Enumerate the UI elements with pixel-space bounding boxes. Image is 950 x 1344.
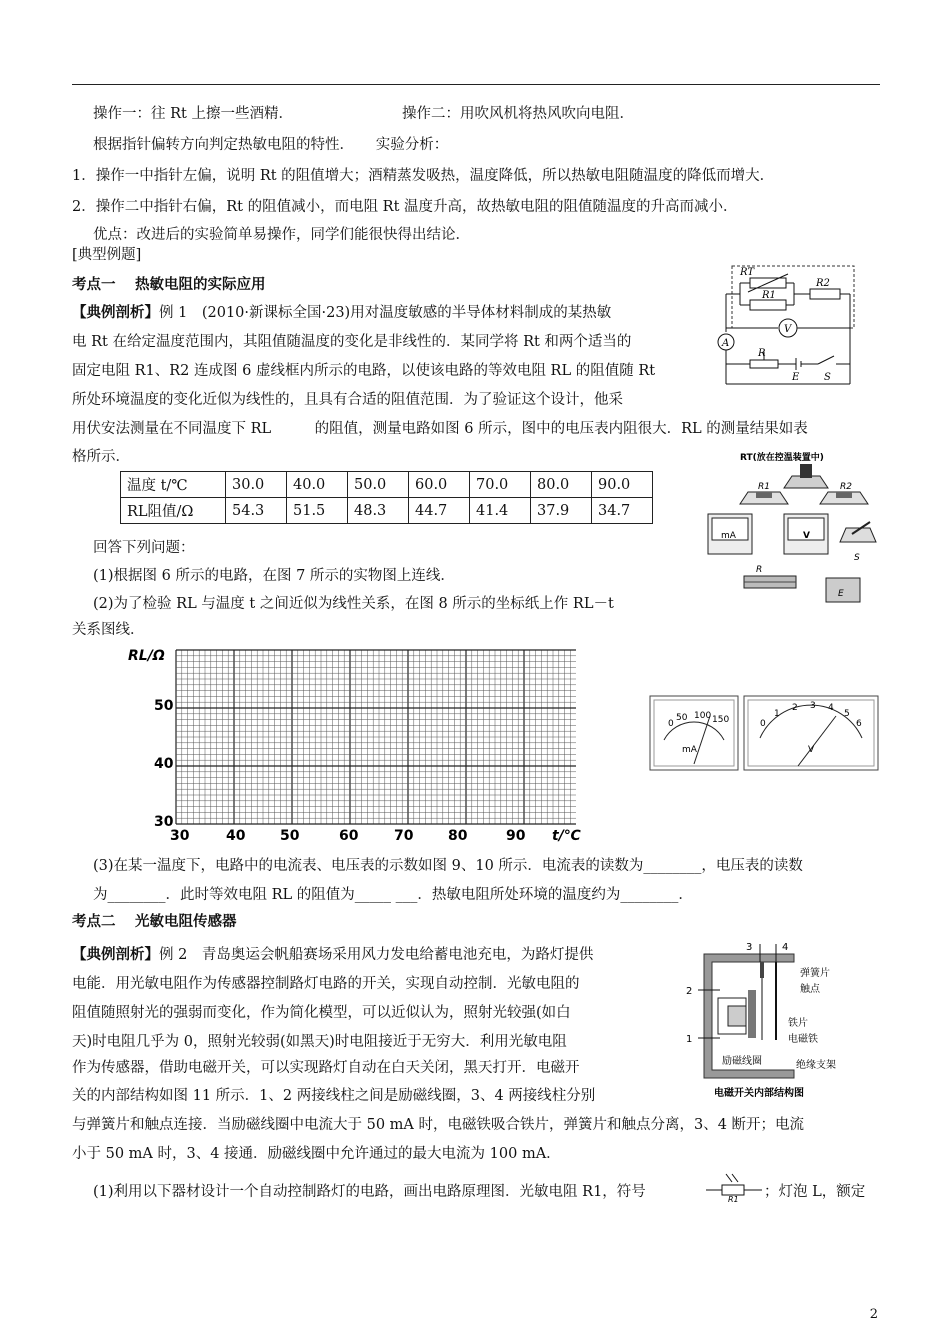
table-cell: 50.0 [348,472,409,498]
x-tick-label: 50 [280,828,300,842]
x-tick-label: 60 [339,828,359,842]
v-scale-1: 1 [774,709,780,719]
v-scale-0: 0 [760,719,766,729]
table-row [121,472,653,498]
topic-one-heading: 考点一 热敏电阻的实际应用 [72,277,266,293]
graph-xlabel: t/℃ [552,828,581,842]
table-cell: 54.3 [226,498,287,524]
label-rt: RT [740,267,755,278]
support-label: 绝缘支架 [796,1060,836,1071]
example-tag: 【典例剖析】 [72,947,159,963]
meter-figures [648,694,880,774]
x-tick-label: 90 [506,828,526,842]
circuit-diagram [712,262,860,392]
y-tick-label: 30 [154,814,174,830]
ammeter-label: A [722,338,730,349]
table-cell: 51.5 [287,498,348,524]
text-line: 格所示． [72,449,130,465]
text-line: ；灯泡 L，额定 [764,1184,866,1200]
apparatus-figure [700,448,880,638]
text-line: 根据指针偏转方向判定热敏电阻的特性． 实验分析： [93,137,449,153]
page-number: 2 [869,1307,878,1322]
ma-scale-100: 100 [694,711,712,721]
operation-one: 操作一：往 Rt 上擦一些酒精． [93,106,293,122]
ma-scale-150: 150 [712,715,730,725]
measurement-table [120,471,653,524]
label-r1: R1 [762,290,776,301]
terminal-2: 2 [686,986,693,997]
photoresistor-symbol [706,1170,762,1202]
contact-label: 触点 [800,984,820,995]
v-scale-2: 2 [792,703,798,713]
question-3-cont: 为________．此时等效电阻 RL 的阻值为_____ ___．热敏电阻所处环境的温度约为________． [93,887,693,903]
label-e: E [838,589,844,599]
table-cell: 60.0 [409,472,470,498]
switch-caption: 电磁开关内部结构图 [714,1088,804,1099]
text-line: 所处环境温度的变化近似为线性的，且具有合适的阻值范围．为了验证这个设计，他采 [72,392,623,408]
label-s: S [824,372,831,383]
topic-two-heading: 考点二 光敏电阻传感器 [72,914,237,930]
label-s: S [854,553,860,563]
operation-two: 操作二：用吹风机将热风吹向电阻． [402,106,634,122]
voltmeter-label: V [784,324,792,335]
magnet-label: 电磁铁 [788,1034,818,1045]
label-r: R [756,565,763,575]
example-tag: 【典例剖析】 [72,305,159,321]
header-rule [72,84,880,85]
example-1-line [72,303,611,323]
x-tick-label: 80 [448,828,468,842]
text-line: 电能．用光敏电阻作为传感器控制路灯电路的开关，实现自动控制．光敏电阻的 [72,976,580,992]
v-meter-label: V [803,531,810,541]
v-scale-5: 5 [844,709,850,719]
label-r1: R1 [758,482,770,492]
symbol-label: R1 [728,1195,739,1202]
question-2: (2)为了检验 RL 与温度 t 之间近似为线性关系，在图 8 所示的坐标纸上作 RL－t [93,596,614,612]
text-line: 固定电阻 R1、R2 连成图 6 虚线框内所示的电路，以使该电路的等效电阻 RL 的阻值随 Rt [72,363,656,379]
table-cell: 70.0 [470,472,531,498]
ma-scale-50: 50 [676,713,688,723]
table-cell: 48.3 [348,498,409,524]
v-scale-3: 3 [810,701,816,711]
label-r: R [758,348,766,359]
table-row-label: RL阻值/Ω [121,498,226,524]
table-row [121,498,653,524]
v-unit: V [808,745,815,755]
table-cell: 34.7 [592,498,653,524]
text-line: 天)时电阻几乎为 0，照射光较弱(如黑天)时电阻接近于无穷大．利用光敏电阻 [72,1034,567,1050]
spring-label: 弹簧片 [800,968,830,979]
terminal-1: 1 [686,1034,693,1045]
text-line: 用伏安法测量在不同温度下 RL 的阻值，测量电路如图 6 所示，图中的电压表内阻很大．RL 的测量结果如表 [72,421,808,437]
text-line: 电 Rt 在给定温度范围内，其阻值随温度的变化是非线性的．某同学将 Rt 和两个适当的 [72,334,632,350]
ma-scale-0: 0 [668,719,674,729]
example-2-text: 例 2 青岛奥运会帆船赛场采用风力发电给蓄电池充电，为路灯提供 [159,947,594,963]
table-cell: 44.7 [409,498,470,524]
ma-unit: mA [682,745,697,755]
section-label: [典型例题] [72,247,142,263]
text-line: 与弹簧片和触点连接．当励磁线圈中电流大于 50 mA 时，电磁铁吸合铁片，弹簧片和触点分离，3、4 断开；电流 [72,1117,805,1133]
text-line: 关的内部结构如图 11 所示．1、2 两接线柱之间是励磁线圈，3、4 两接线柱分别 [72,1088,596,1104]
question-3: (3)在某一温度下，电路中的电流表、电压表的示数如图 9、10 所示．电流表的读数为________，电压表的读数 [93,858,803,874]
analysis-2: 2．操作二中指针右偏，Rt 的阻值减小，而电阻 Rt 温度升高，故热敏电阻的阻值随温度的升高而减小． [72,199,738,215]
text-line: 阻值随照射光的强弱而变化，作为简化模型，可以近似认为，照射光较强(如白 [72,1005,571,1021]
table-cell: 37.9 [531,498,592,524]
table-cell: 41.4 [470,498,531,524]
x-tick-label: 40 [226,828,246,842]
text-line: 小于 50 mA 时，3、4 接通．励磁线圈中允许通过的最大电流为 100 mA． [72,1146,561,1162]
example-1-text: 例 1 (2010·新课标全国·23)用对温度敏感的半导体材料制成的某热敏 [159,305,612,321]
questions-intro: 回答下列问题： [93,540,195,556]
label-r2: R2 [840,482,852,492]
iron-label: 铁片 [788,1018,808,1029]
terminal-3: 3 [746,942,753,953]
text-line: 作为传感器，借助电磁开关，可以实现路灯自动在白天关闭，黑天打开．电磁开 [72,1060,580,1076]
x-tick-label: 30 [170,828,190,842]
advantage-text: 优点：改进后的实验简单易操作，同学们能很快得出结论． [93,227,470,243]
table-cell: 40.0 [287,472,348,498]
x-tick-label: 70 [394,828,414,842]
terminal-4: 4 [782,942,789,953]
y-tick-label: 50 [154,698,174,714]
table-cell: 90.0 [592,472,653,498]
v-scale-6: 6 [856,719,862,729]
table-cell: 30.0 [226,472,287,498]
apparatus-caption: RT(放在控温装置中) [740,453,824,463]
table-row-label: 温度 t/℃ [121,472,226,498]
label-e: E [792,372,800,383]
analysis-1: 1．操作一中指针左偏，说明 Rt 的阻值增大；酒精蒸发吸热，温度降低，所以热敏电阻随温度的降低而增大． [72,168,775,184]
coil-label: 励磁线圈 [722,1056,762,1067]
question-1: (1)根据图 6 所示的电路，在图 7 所示的实物图上连线． [93,568,455,584]
rl-t-graph [112,644,582,842]
em-switch-diagram [676,940,872,1102]
question-2-1: (1)利用以下器材设计一个自动控制路灯的电路，画出电路原理图．光敏电阻 R1，符号 [93,1184,646,1200]
label-r2: R2 [816,278,830,289]
ma-meter-label: mA [721,531,736,541]
y-tick-label: 40 [154,756,174,772]
v-scale-4: 4 [828,703,834,713]
example-2-line [72,945,593,965]
question-2-cont: 关系图线． [72,622,145,638]
graph-ylabel: RL/Ω [128,648,165,664]
table-cell: 80.0 [531,472,592,498]
graph-grid [176,650,576,824]
